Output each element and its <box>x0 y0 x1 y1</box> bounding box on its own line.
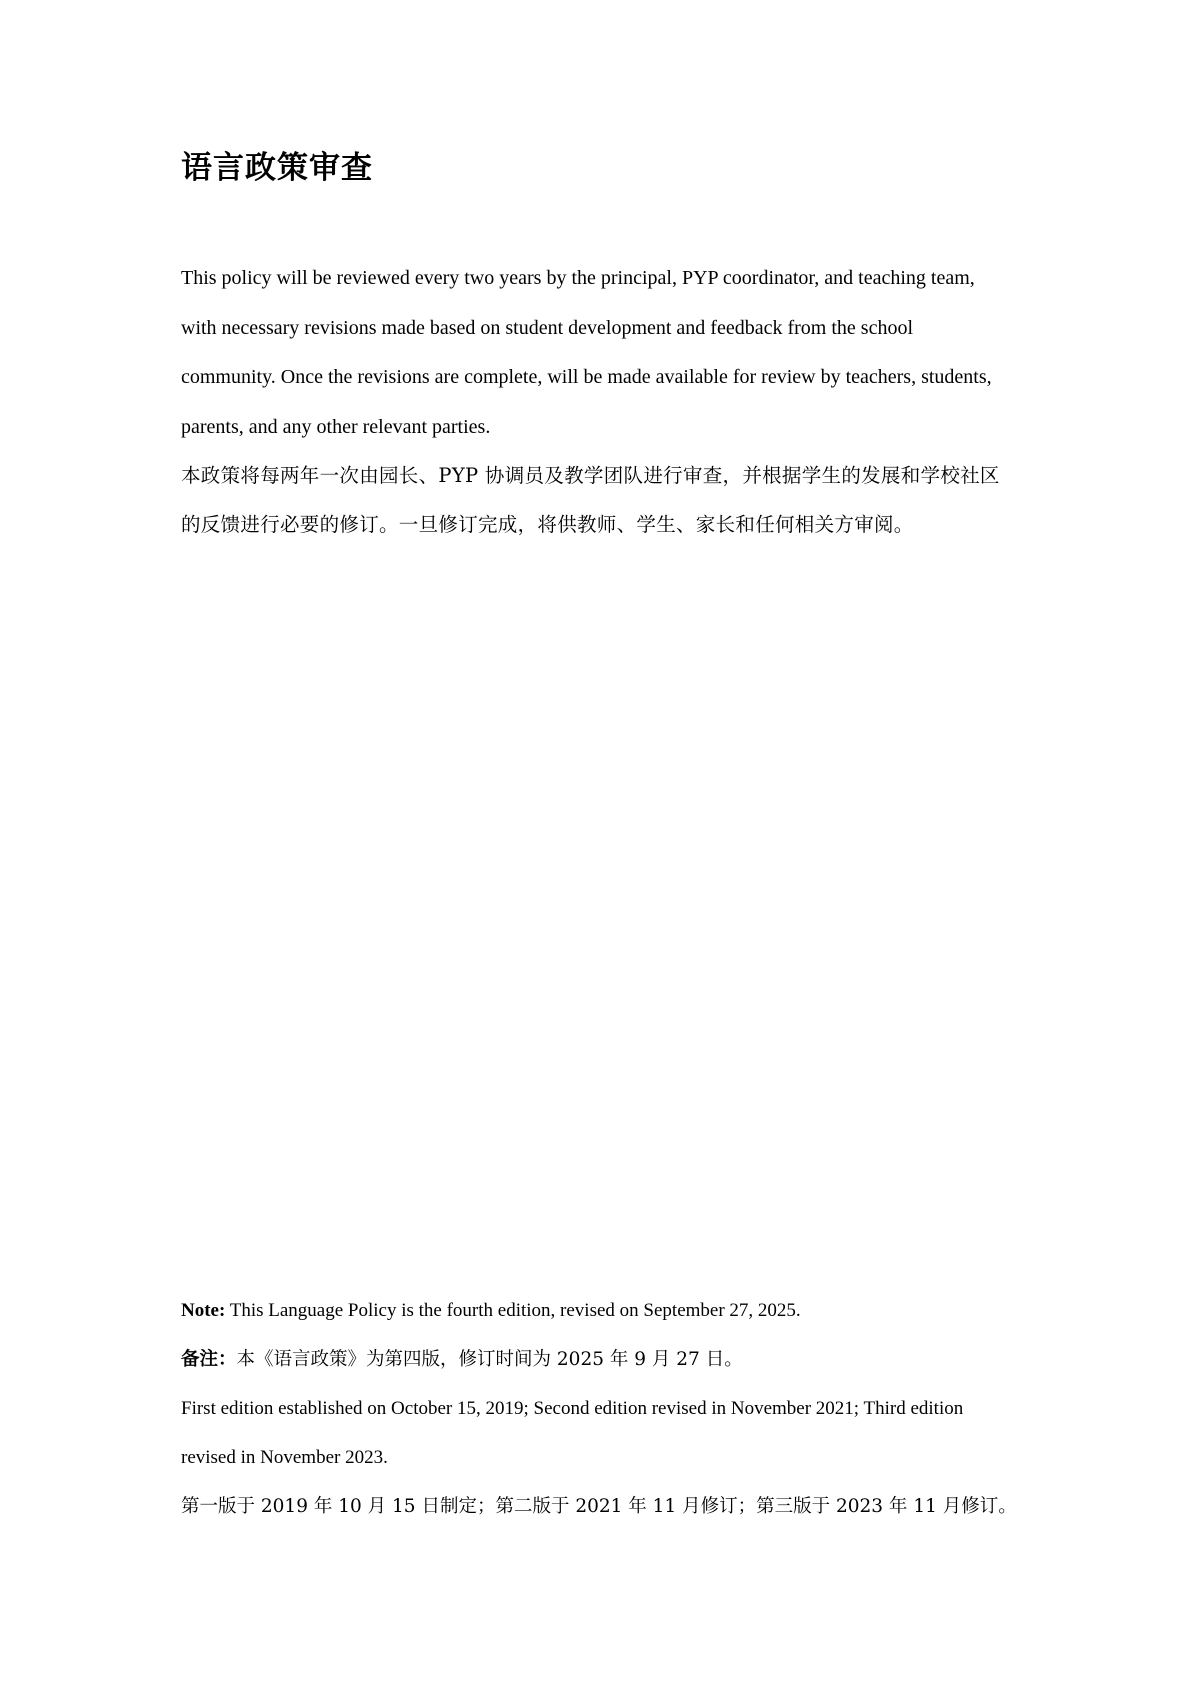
review-paragraph-chinese: 本政策将每两年一次由园长、PYP 协调员及教学团队进行审查，并根据学生的发展和学校社区的反馈进行必要的修订。一旦修订完成，将供教师、学生、家长和任何相关方审阅。 <box>181 464 1000 536</box>
note-english <box>181 1286 1011 1335</box>
edition-notes <box>181 1286 1017 1531</box>
page-title: 语言政策审查 <box>181 150 373 186</box>
edition-history-chinese: 第一版于 2019 年 10 月 15 日制定；第二版于 2021 年 11 月修订；第三版于 2023 年 11 月修订。 <box>181 1496 1017 1517</box>
note-chinese <box>181 1335 1011 1384</box>
edition-history-english: First edition established on October 15, 2019; Second edition revised in November 2021; Third edition revised in November 2023. <box>181 1398 964 1468</box>
note-english-label: Note: <box>181 1300 226 1321</box>
review-section <box>181 254 1011 549</box>
review-paragraph-english: This policy will be reviewed every two years by the principal, PYP coordinator, and teaching team, with necessary revisions made based on student development and feedback from the school community. Once the revisions are complete, will be made available for review by teachers, students, parents, and any other relevant parties. <box>181 267 992 438</box>
note-chinese-label: 备注： <box>181 1349 237 1370</box>
note-english-text: This Language Policy is the fourth edition, revised on September 27, 2025. <box>225 1300 801 1321</box>
note-chinese-text: 本《语言政策》为第四版，修订时间为 2025 年 9 月 27 日。 <box>236 1349 743 1370</box>
